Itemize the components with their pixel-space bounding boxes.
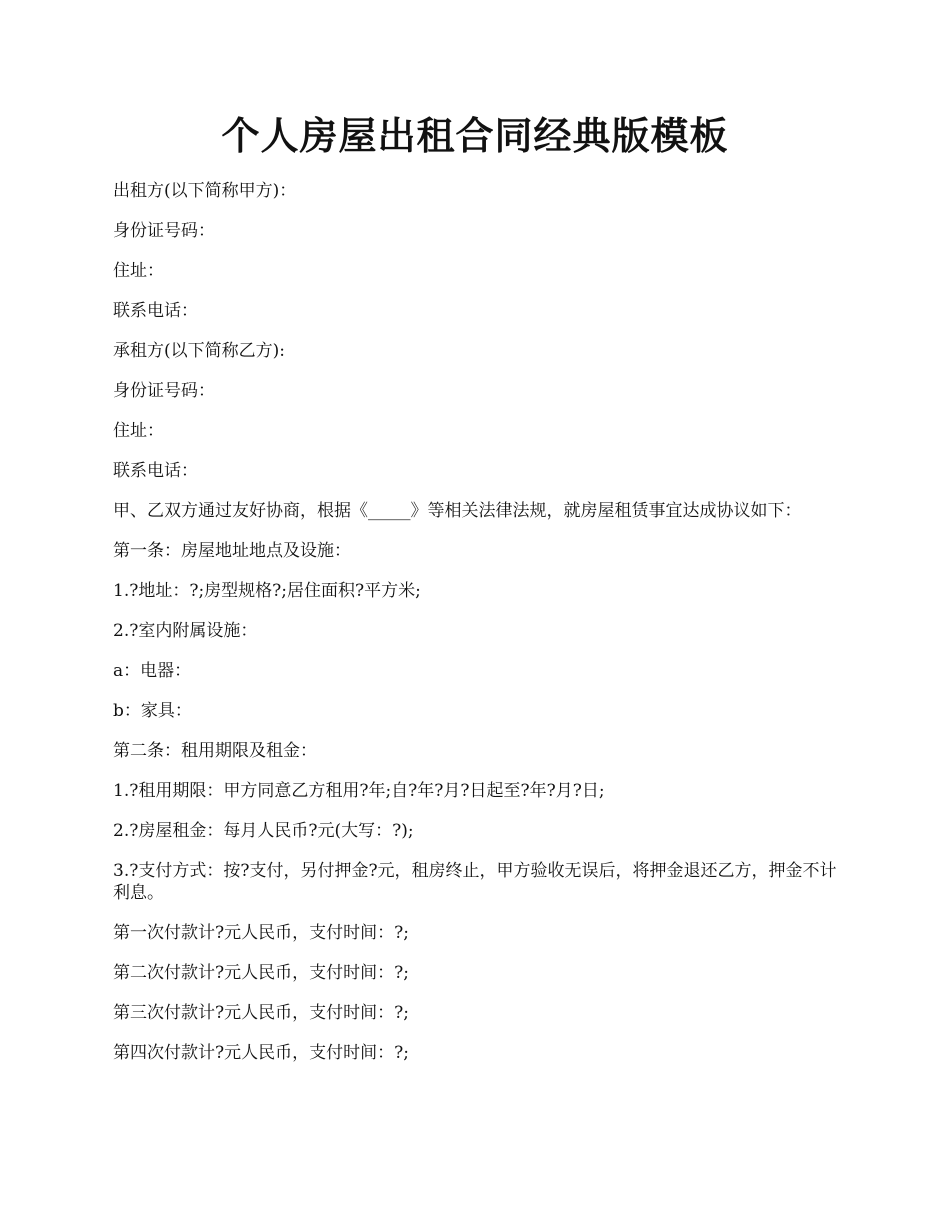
paragraph-preamble: 甲、乙双方通过友好协商，根据《_____》等相关法律法规，就房屋租赁事宜达成协议如下：: [113, 501, 802, 521]
paragraph-payment-3: 第三次付款计?元人民币，支付时间：?;: [113, 1003, 409, 1023]
paragraph-lessee-address: 住址：: [113, 421, 164, 441]
paragraph-article-2: 第二条：租用期限及租金：: [113, 741, 317, 761]
paragraph-article-2-item-2: 2.?房屋租金：每月人民币?元(大写：?);: [113, 821, 414, 841]
paragraph-lessor-address: 住址：: [113, 261, 164, 281]
paragraph-lessee-id: 身份证号码：: [113, 381, 215, 401]
paragraph-lessor: 出租方(以下简称甲方)：: [113, 181, 297, 201]
document-title: 个人房屋出租合同经典版模板: [221, 113, 729, 158]
document-body: [113, 180, 837, 1082]
paragraph-article-1-item-2: 2.?室内附属设施：: [113, 621, 258, 641]
paragraph-lessee: 承租方(以下简称乙方):: [113, 341, 285, 361]
paragraph-article-2-item-1: 1.?租用期限：甲方同意乙方租用?年;自?年?月?日起至?年?月?日;: [113, 781, 605, 801]
paragraph-lessor-id: 身份证号码：: [113, 221, 215, 241]
paragraph-furniture: b：家具：: [113, 701, 192, 721]
paragraph-article-2-item-3: 3.?支付方式：按?支付，另付押金?元，租房终止，甲方验收无误后，将押金退还乙方，押金不计利息。: [113, 861, 837, 903]
paragraph-lessor-phone: 联系电话：: [113, 301, 198, 321]
paragraph-payment-2: 第二次付款计?元人民币，支付时间：?;: [113, 963, 409, 983]
paragraph-article-1: 第一条：房屋地址地点及设施：: [113, 541, 351, 561]
paragraph-payment-4: 第四次付款计?元人民币，支付时间：?;: [113, 1043, 409, 1063]
paragraph-article-1-item-1: 1.?地址：?;房型规格?;居住面积?平方米;: [113, 581, 421, 601]
paragraph-lessee-phone: 联系电话：: [113, 461, 198, 481]
paragraph-appliances: a：电器：: [113, 661, 192, 681]
paragraph-payment-1: 第一次付款计?元人民币，支付时间：?;: [113, 923, 409, 943]
